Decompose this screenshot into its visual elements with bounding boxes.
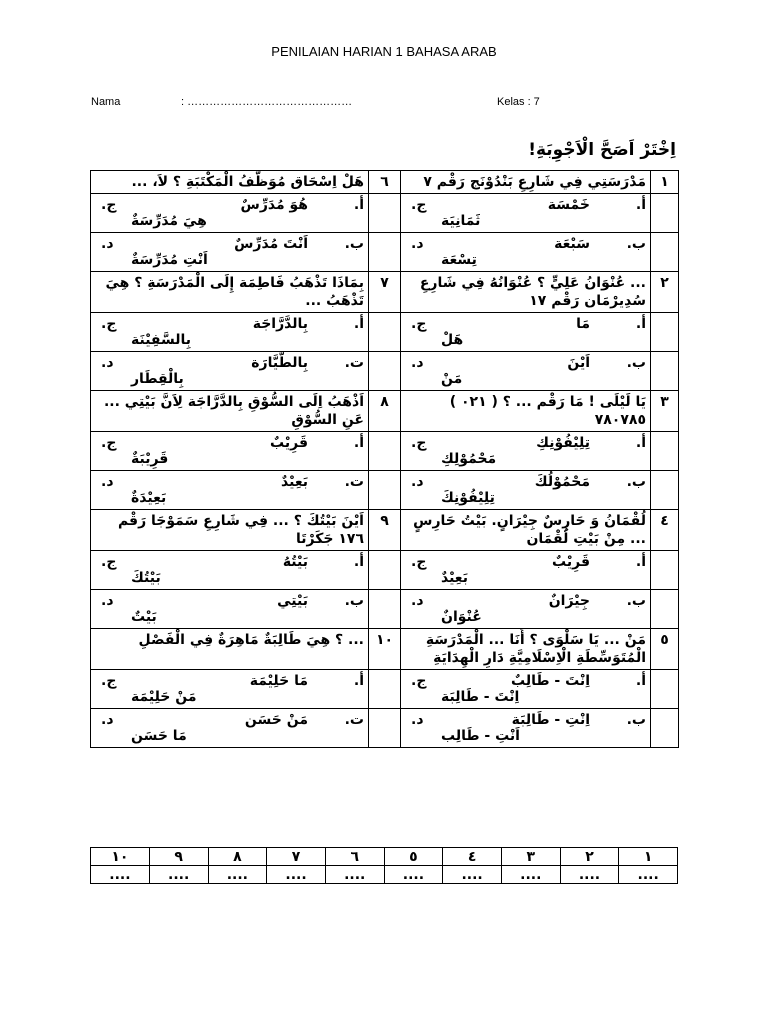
options-cell	[91, 590, 369, 629]
answer-blank[interactable]: ....	[267, 866, 326, 884]
option-text: بَعِيْدَةٌ	[131, 490, 167, 506]
options-cell	[91, 233, 369, 272]
option-letter: ت.	[344, 355, 364, 371]
option-text: اَنْتِ - طَالِب	[441, 728, 520, 744]
question-number: ٢	[651, 272, 679, 313]
empty-cell	[369, 432, 401, 471]
question-text: مَنْ ... يَا سَلْوَى ؟ أَنَا ... الْمَدْرَسَةِ الْمُتَوَسِّطَةِ الْاِسْلَامِيَّةِ دَارِ الْهِدَايَةِ	[401, 629, 651, 670]
answer-option	[405, 473, 646, 507]
option-text: تِسْعَة	[441, 252, 477, 268]
option-text: اِنْتَ - طَالِبَة	[441, 689, 520, 705]
question-row	[91, 272, 679, 313]
answer-blank-row	[91, 866, 678, 884]
option-text: بِالطَّيَّارَة	[251, 355, 308, 371]
options-row	[91, 233, 679, 272]
options-cell	[401, 233, 651, 272]
answer-number: ٣	[501, 848, 560, 866]
answer-blank[interactable]: ....	[443, 866, 502, 884]
option-text: بَيْتِي	[277, 593, 308, 609]
option-text: مَا حَلِيْمَة	[249, 673, 308, 689]
question-text: ... عُنْوَانُ عَلِيٍّ ؟ عُنْوَانُهُ فِي شَارِعِ سُدِيرْمَان رَقْم ١٧	[401, 272, 651, 313]
question-number: ٣	[651, 391, 679, 432]
option-text: جِيْرَانٌ	[548, 593, 590, 609]
option-letter: ب.	[626, 593, 646, 609]
answer-option	[95, 434, 364, 468]
answer-option	[405, 434, 646, 468]
class-label: Kelas : 7	[497, 96, 540, 108]
empty-cell	[651, 709, 679, 748]
option-text: هِيَ مُدَرِّسَةٌ	[131, 213, 207, 229]
question-row	[91, 510, 679, 551]
options-cell	[401, 432, 651, 471]
answer-table	[90, 847, 678, 884]
question-number: ٤	[651, 510, 679, 551]
option-letter: د.	[411, 474, 424, 490]
options-cell	[91, 432, 369, 471]
answer-blank[interactable]: ....	[91, 866, 150, 884]
option-letter: د.	[101, 236, 114, 252]
options-cell	[91, 551, 369, 590]
option-text: اَنْتِ مُدَرِّسَةٌ	[131, 252, 208, 268]
answer-option	[405, 553, 646, 587]
answer-number: ٧	[267, 848, 326, 866]
option-letter: أ.	[353, 554, 364, 570]
empty-cell	[369, 551, 401, 590]
option-text: اَيْنَ	[567, 355, 590, 371]
question-text: هَلْ اِسْحَاق مُوَظَّفُ الْمَكْتَبَةِ ؟ لاَ، ...	[91, 171, 369, 194]
options-row	[91, 313, 679, 352]
option-text: اِنْتِ - طَالِبَة	[511, 712, 590, 728]
options-row	[91, 352, 679, 391]
answer-number: ٦	[325, 848, 384, 866]
question-number: ١	[651, 171, 679, 194]
answer-number: ١	[619, 848, 678, 866]
option-letter: ج.	[411, 673, 427, 689]
option-text: تِلِيْفُوْنِكِ	[536, 435, 590, 451]
option-letter: ب.	[626, 474, 646, 490]
answer-option	[405, 592, 646, 626]
empty-cell	[651, 352, 679, 391]
option-letter: أ.	[353, 435, 364, 451]
question-number: ٨	[369, 391, 401, 432]
option-text: قَرِيْبَةٌ	[131, 451, 169, 467]
answer-blank[interactable]: ....	[384, 866, 443, 884]
option-letter: د.	[101, 474, 114, 490]
option-text: تِلِيْفُوْنِكَ	[441, 490, 495, 506]
question-number: ٦	[369, 171, 401, 194]
option-letter: ج.	[101, 554, 117, 570]
option-text: بِالدَّرَّاجَة	[252, 316, 308, 332]
option-text: اِنْتَ - طَالِبٌ	[511, 673, 590, 689]
option-text: مَا حَسَن	[131, 728, 187, 744]
option-letter: أ.	[353, 673, 364, 689]
option-letter: أ.	[635, 554, 646, 570]
option-text: مَنْ حَلِيْمَة	[131, 689, 197, 705]
option-letter: ت.	[344, 474, 364, 490]
option-letter: د.	[411, 593, 424, 609]
options-cell	[401, 709, 651, 748]
option-letter: ج.	[101, 197, 117, 213]
question-number: ٧	[369, 272, 401, 313]
options-cell	[91, 709, 369, 748]
option-text: هُوَ مُدَرِّسٌ	[240, 197, 308, 213]
option-letter: د.	[101, 712, 114, 728]
options-cell	[401, 670, 651, 709]
option-text: بَيْتُكَ	[131, 570, 161, 586]
empty-cell	[651, 233, 679, 272]
option-letter: أ.	[635, 673, 646, 689]
question-number: ٩	[369, 510, 401, 551]
option-letter: د.	[411, 712, 424, 728]
question-text: ... ؟ هِيَ طَالِبَةٌ مَاهِرَةٌ فِي الْفَصْلِ	[91, 629, 369, 670]
empty-cell	[651, 194, 679, 233]
empty-cell	[651, 471, 679, 510]
answer-option	[95, 711, 364, 745]
answer-option	[95, 592, 364, 626]
answer-number: ٩	[149, 848, 208, 866]
option-letter: ت.	[344, 712, 364, 728]
option-letter: د.	[101, 593, 114, 609]
question-table	[90, 170, 679, 748]
page-title: PENILAIAN HARIAN 1 BAHASA ARAB	[271, 44, 497, 59]
option-letter: د.	[101, 355, 114, 371]
question-number: ٥	[651, 629, 679, 670]
question-text: اَيْنَ بَيْتُكَ ؟ ... فِي شَارِعِ سَمَوْجَا رَقْم ١٧٦ جَكَرْتَا	[91, 510, 369, 551]
instruction-heading: اِخْتَرْ اَصَحَّ الْاَجْوِبَةِ!	[528, 140, 676, 160]
answer-blank[interactable]: ....	[149, 866, 208, 884]
option-text: ثَمَانِيَة	[441, 213, 481, 229]
options-row	[91, 551, 679, 590]
answer-blank[interactable]: ....	[619, 866, 678, 884]
option-letter: ب.	[344, 236, 364, 252]
option-letter: ج.	[411, 316, 427, 332]
option-text: مَا	[576, 316, 590, 332]
empty-cell	[651, 590, 679, 629]
options-cell	[401, 471, 651, 510]
answer-option	[405, 711, 646, 745]
answer-blank[interactable]: ....	[208, 866, 267, 884]
answer-option	[405, 354, 646, 388]
option-text: بِالْقِطَار	[131, 371, 184, 387]
options-row	[91, 432, 679, 471]
answer-option	[405, 315, 646, 349]
option-letter: ب.	[626, 236, 646, 252]
empty-cell	[369, 709, 401, 748]
option-text: بَعِيْدٌ	[441, 570, 468, 586]
question-row	[91, 391, 679, 432]
options-row	[91, 670, 679, 709]
option-letter: د.	[411, 355, 424, 371]
name-label: Nama	[91, 96, 121, 108]
option-letter: د.	[411, 236, 424, 252]
option-letter: ج.	[411, 435, 427, 451]
answer-blank[interactable]: ....	[501, 866, 560, 884]
name-field: : ………………………………………	[181, 96, 353, 108]
options-cell	[401, 551, 651, 590]
option-text: بَيْتٌ	[131, 609, 157, 625]
options-cell	[401, 590, 651, 629]
question-row	[91, 629, 679, 670]
option-letter: ج.	[101, 673, 117, 689]
option-letter: ج.	[411, 197, 427, 213]
answer-option	[95, 553, 364, 587]
answer-option	[95, 315, 364, 349]
option-text: هَلْ	[441, 332, 464, 348]
answer-number-row	[91, 848, 678, 866]
answer-blank[interactable]: ....	[560, 866, 619, 884]
option-letter: ب.	[344, 593, 364, 609]
option-text: سَبْعَة	[554, 236, 590, 252]
option-text: بَيْتُهُ	[282, 554, 308, 570]
question-text: بِمَاذَا تَذْهَبُ فَاطِمَة إِلَى الْمَدْرَسَةِ ؟ هِيَ تَذْهَبُ ...	[91, 272, 369, 313]
option-text: مَنْ حَسَن	[244, 712, 308, 728]
answer-option	[95, 196, 364, 230]
options-cell	[401, 313, 651, 352]
option-text: بَعِيْدٌ	[281, 474, 308, 490]
options-cell	[91, 670, 369, 709]
option-letter: أ.	[353, 316, 364, 332]
options-row	[91, 471, 679, 510]
empty-cell	[651, 551, 679, 590]
option-letter: أ.	[353, 197, 364, 213]
empty-cell	[651, 670, 679, 709]
answer-option	[95, 354, 364, 388]
answer-number: ١٠	[91, 848, 150, 866]
answer-option	[405, 235, 646, 269]
option-letter: ب.	[626, 712, 646, 728]
question-row	[91, 171, 679, 194]
empty-cell	[369, 590, 401, 629]
empty-cell	[369, 194, 401, 233]
option-text: مَنْ	[441, 371, 463, 387]
empty-cell	[369, 670, 401, 709]
empty-cell	[369, 313, 401, 352]
question-number: ١٠	[369, 629, 401, 670]
answer-number: ٥	[384, 848, 443, 866]
option-letter: ج.	[411, 554, 427, 570]
option-letter: ب.	[626, 355, 646, 371]
options-row	[91, 709, 679, 748]
question-text: لُقْمَانُ وَ حَارِسٌ جِيْرَانٍ. بَيْتُ حَارِسٍ ... مِنْ بَيْتِ لُقْمَان	[401, 510, 651, 551]
answer-option	[405, 672, 646, 706]
options-row	[91, 194, 679, 233]
empty-cell	[651, 432, 679, 471]
option-text: مَحْمُوْلِكِ	[441, 451, 497, 467]
options-cell	[91, 471, 369, 510]
answer-option	[95, 672, 364, 706]
question-text: مَدْرَسَتِي فِي شَارِعِ بَنْدُوْنَج رَقْم ٧	[401, 171, 651, 194]
option-text: عُنْوَانٌ	[441, 609, 482, 625]
option-text: اَنْتَ مُدَرِّسٌ	[234, 236, 308, 252]
answer-option	[95, 235, 364, 269]
options-row	[91, 590, 679, 629]
answer-option	[405, 196, 646, 230]
answer-blank[interactable]: ....	[325, 866, 384, 884]
empty-cell	[369, 233, 401, 272]
options-cell	[91, 313, 369, 352]
empty-cell	[369, 352, 401, 391]
option-text: قَرِيْبٌ	[270, 435, 308, 451]
option-text: خَمْسَة	[547, 197, 590, 213]
option-letter: ج.	[101, 435, 117, 451]
answer-number: ٤	[443, 848, 502, 866]
question-text: يَا لَيْلَى ! مَا رَقْم ... ؟ ( ٠٢١ ) ٧٨٠٧٨٥	[401, 391, 651, 432]
answer-number: ٢	[560, 848, 619, 866]
empty-cell	[651, 313, 679, 352]
options-cell	[91, 194, 369, 233]
options-cell	[401, 352, 651, 391]
option-letter: أ.	[635, 435, 646, 451]
options-cell	[91, 352, 369, 391]
option-letter: ج.	[101, 316, 117, 332]
option-text: مَحْمُوْلُكَ	[534, 474, 590, 490]
option-letter: أ.	[635, 316, 646, 332]
question-text: اَذْهَبُ اِلَى السُّوْقِ بِالدَّرَّاجَة لِاَنَّ بَيْتِي ... عَنِ السُّوْقِ	[91, 391, 369, 432]
empty-cell	[369, 471, 401, 510]
option-text: بِالسَّفِيْنَة	[131, 332, 192, 348]
option-letter: أ.	[635, 197, 646, 213]
options-cell	[401, 194, 651, 233]
answer-number: ٨	[208, 848, 267, 866]
option-text: قَرِيْبٌ	[552, 554, 590, 570]
answer-option	[95, 473, 364, 507]
